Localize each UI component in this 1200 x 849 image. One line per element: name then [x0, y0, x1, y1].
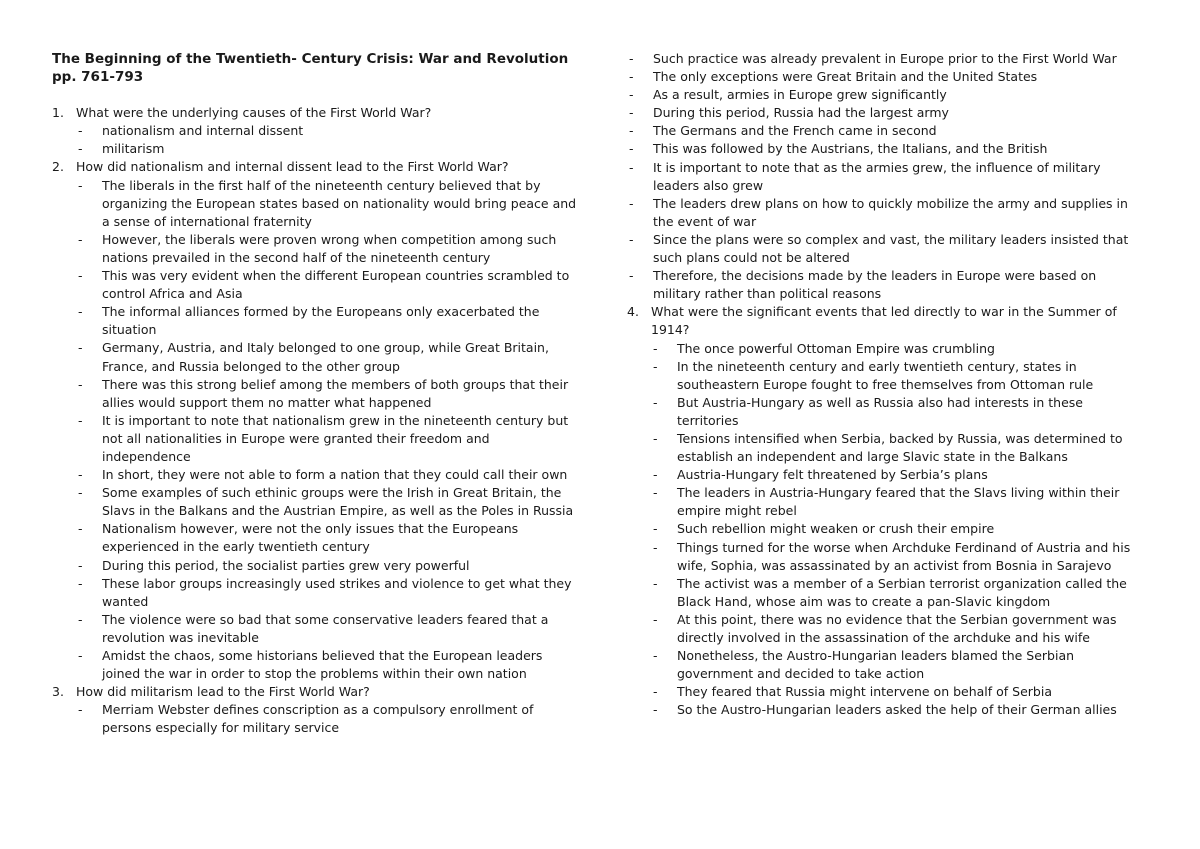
bullet-item: - The once powerful Ottoman Empire was crumbling — [651, 340, 1147, 358]
bullet-item: - Therefore, the decisions made by the leaders in Europe were based on military rather than political reasons — [627, 267, 1147, 303]
bullet-item: - The liberals in the first half of the nineteenth century believed that by organizing the European states based on nationality would bring peace and a sense of international fraternity — [76, 177, 582, 231]
bullet-item: - Tensions intensified when Serbia, backed by Russia, was determined to establish an independent and large Slavic state in the Balkans — [651, 430, 1147, 466]
question-4 — [627, 303, 1147, 719]
bullet-item: - Nationalism however, were not the only issues that the Europeans experienced in the early twentieth century — [76, 520, 582, 556]
bullet-item: - Amidst the chaos, some historians believed that the European leaders joined the war in order to stop the problems within their own nation — [76, 647, 582, 683]
bullet-item: - Some examples of such ethinic groups were the Irish in Great Britain, the Slavs in the Balkans and the Austrian Empire, as well as the Poles in Russia — [76, 484, 582, 520]
bullet-item: - During this period, Russia had the largest army — [627, 104, 1147, 122]
bullet-item: - But Austria-Hungary as well as Russia also had interests in these territories — [651, 394, 1147, 430]
bullet-item: - The only exceptions were Great Britain and the United States — [627, 68, 1147, 86]
bullet-item: - Such practice was already prevalent in Europe prior to the First World War — [627, 50, 1147, 68]
bullet-list — [76, 177, 582, 684]
bullet-list — [651, 340, 1147, 720]
bullet-item: - The leaders drew plans on how to quickly mobilize the army and supplies in the event of war — [627, 195, 1147, 231]
bullet-item: - As a result, armies in Europe grew significantly — [627, 86, 1147, 104]
bullet-item: - nationalism and internal dissent — [76, 122, 582, 140]
document-title: The Beginning of the Twentieth- Century Crisis: War and Revolution pp. 761-793 — [52, 51, 569, 86]
left-column — [52, 50, 582, 737]
question-text: How did nationalism and internal dissent lead to the First World War? — [76, 159, 509, 175]
bullet-item: - Austria-Hungary felt threatened by Serbia’s plans — [651, 466, 1147, 484]
right-column — [627, 50, 1147, 719]
bullet-item: - However, the liberals were proven wrong when competition among such nations prevailed in the second half of the nineteenth century — [76, 231, 582, 267]
bullet-item: - The leaders in Austria-Hungary feared that the Slavs living within their empire might rebel — [651, 484, 1147, 520]
question-list — [52, 104, 582, 737]
bullet-item: - At this point, there was no evidence that the Serbian government was directly involved in the assassination of the archduke and his wife — [651, 611, 1147, 647]
question-number: 2. — [52, 159, 64, 175]
bullet-item: - Germany, Austria, and Italy belonged to one group, while Great Britain, France, and Russia belonged to the other group — [76, 339, 582, 375]
bullet-item: - So the Austro-Hungarian leaders asked the help of their German allies — [651, 701, 1147, 719]
question-3-continued-bullets — [627, 50, 1147, 303]
bullet-item: - militarism — [76, 140, 582, 158]
bullet-item: - In the nineteenth century and early twentieth century, states in southeastern Europe fought to free themselves from Ottoman rule — [651, 358, 1147, 394]
bullet-item: - Such rebellion might weaken or crush their empire — [651, 520, 1147, 538]
question-number: 4. — [627, 304, 639, 320]
bullet-item: - Merriam Webster defines conscription as a compulsory enrollment of persons especially for military service — [76, 701, 582, 737]
bullet-item: - This was followed by the Austrians, the Italians, and the British — [627, 140, 1147, 158]
bullet-item: - This was very evident when the different European countries scrambled to control Africa and Asia — [76, 267, 582, 303]
bullet-item: - These labor groups increasingly used strikes and violence to get what they wanted — [76, 575, 582, 611]
bullet-item: - During this period, the socialist parties grew very powerful — [76, 557, 582, 575]
question-number: 1. — [52, 105, 64, 121]
bullet-item: - There was this strong belief among the members of both groups that their allies would support them no matter what happened — [76, 376, 582, 412]
bullet-item: - The violence were so bad that some conservative leaders feared that a revolution was inevitable — [76, 611, 582, 647]
bullet-item: - In short, they were not able to form a nation that they could call their own — [76, 466, 582, 484]
bullet-item: - The informal alliances formed by the Europeans only exacerbated the situation — [76, 303, 582, 339]
question-1 — [52, 104, 582, 158]
bullet-item: - It is important to note that as the armies grew, the influence of military leaders also grew — [627, 159, 1147, 195]
bullet-item: - It is important to note that nationalism grew in the nineteenth century but not all nationalities in Europe were granted their freedom and independence — [76, 412, 582, 466]
bullet-item: - The Germans and the French came in second — [627, 122, 1147, 140]
bullet-item: - They feared that Russia might intervene on behalf of Serbia — [651, 683, 1147, 701]
question-number: 3. — [52, 684, 64, 700]
bullet-list — [76, 701, 582, 737]
question-3 — [52, 683, 582, 737]
question-list-continued — [627, 303, 1147, 719]
bullet-item: - Nonetheless, the Austro-Hungarian leaders blamed the Serbian government and decided to take action — [651, 647, 1147, 683]
question-text: How did militarism lead to the First World War? — [76, 684, 370, 700]
question-text: What were the significant events that led directly to war in the Summer of 1914? — [651, 304, 1117, 338]
question-2 — [52, 158, 582, 683]
bullet-item: - The activist was a member of a Serbian terrorist organization called the Black Hand, whose aim was to create a pan-Slavic kingdom — [651, 575, 1147, 611]
bullet-item: - Since the plans were so complex and vast, the military leaders insisted that such plans could not be altered — [627, 231, 1147, 267]
bullet-list — [76, 122, 582, 158]
bullet-item: - Things turned for the worse when Archduke Ferdinand of Austria and his wife, Sophia, was assassinated by an activist from Bosnia in Sarajevo — [651, 539, 1147, 575]
question-text: What were the underlying causes of the First World War? — [76, 105, 432, 121]
